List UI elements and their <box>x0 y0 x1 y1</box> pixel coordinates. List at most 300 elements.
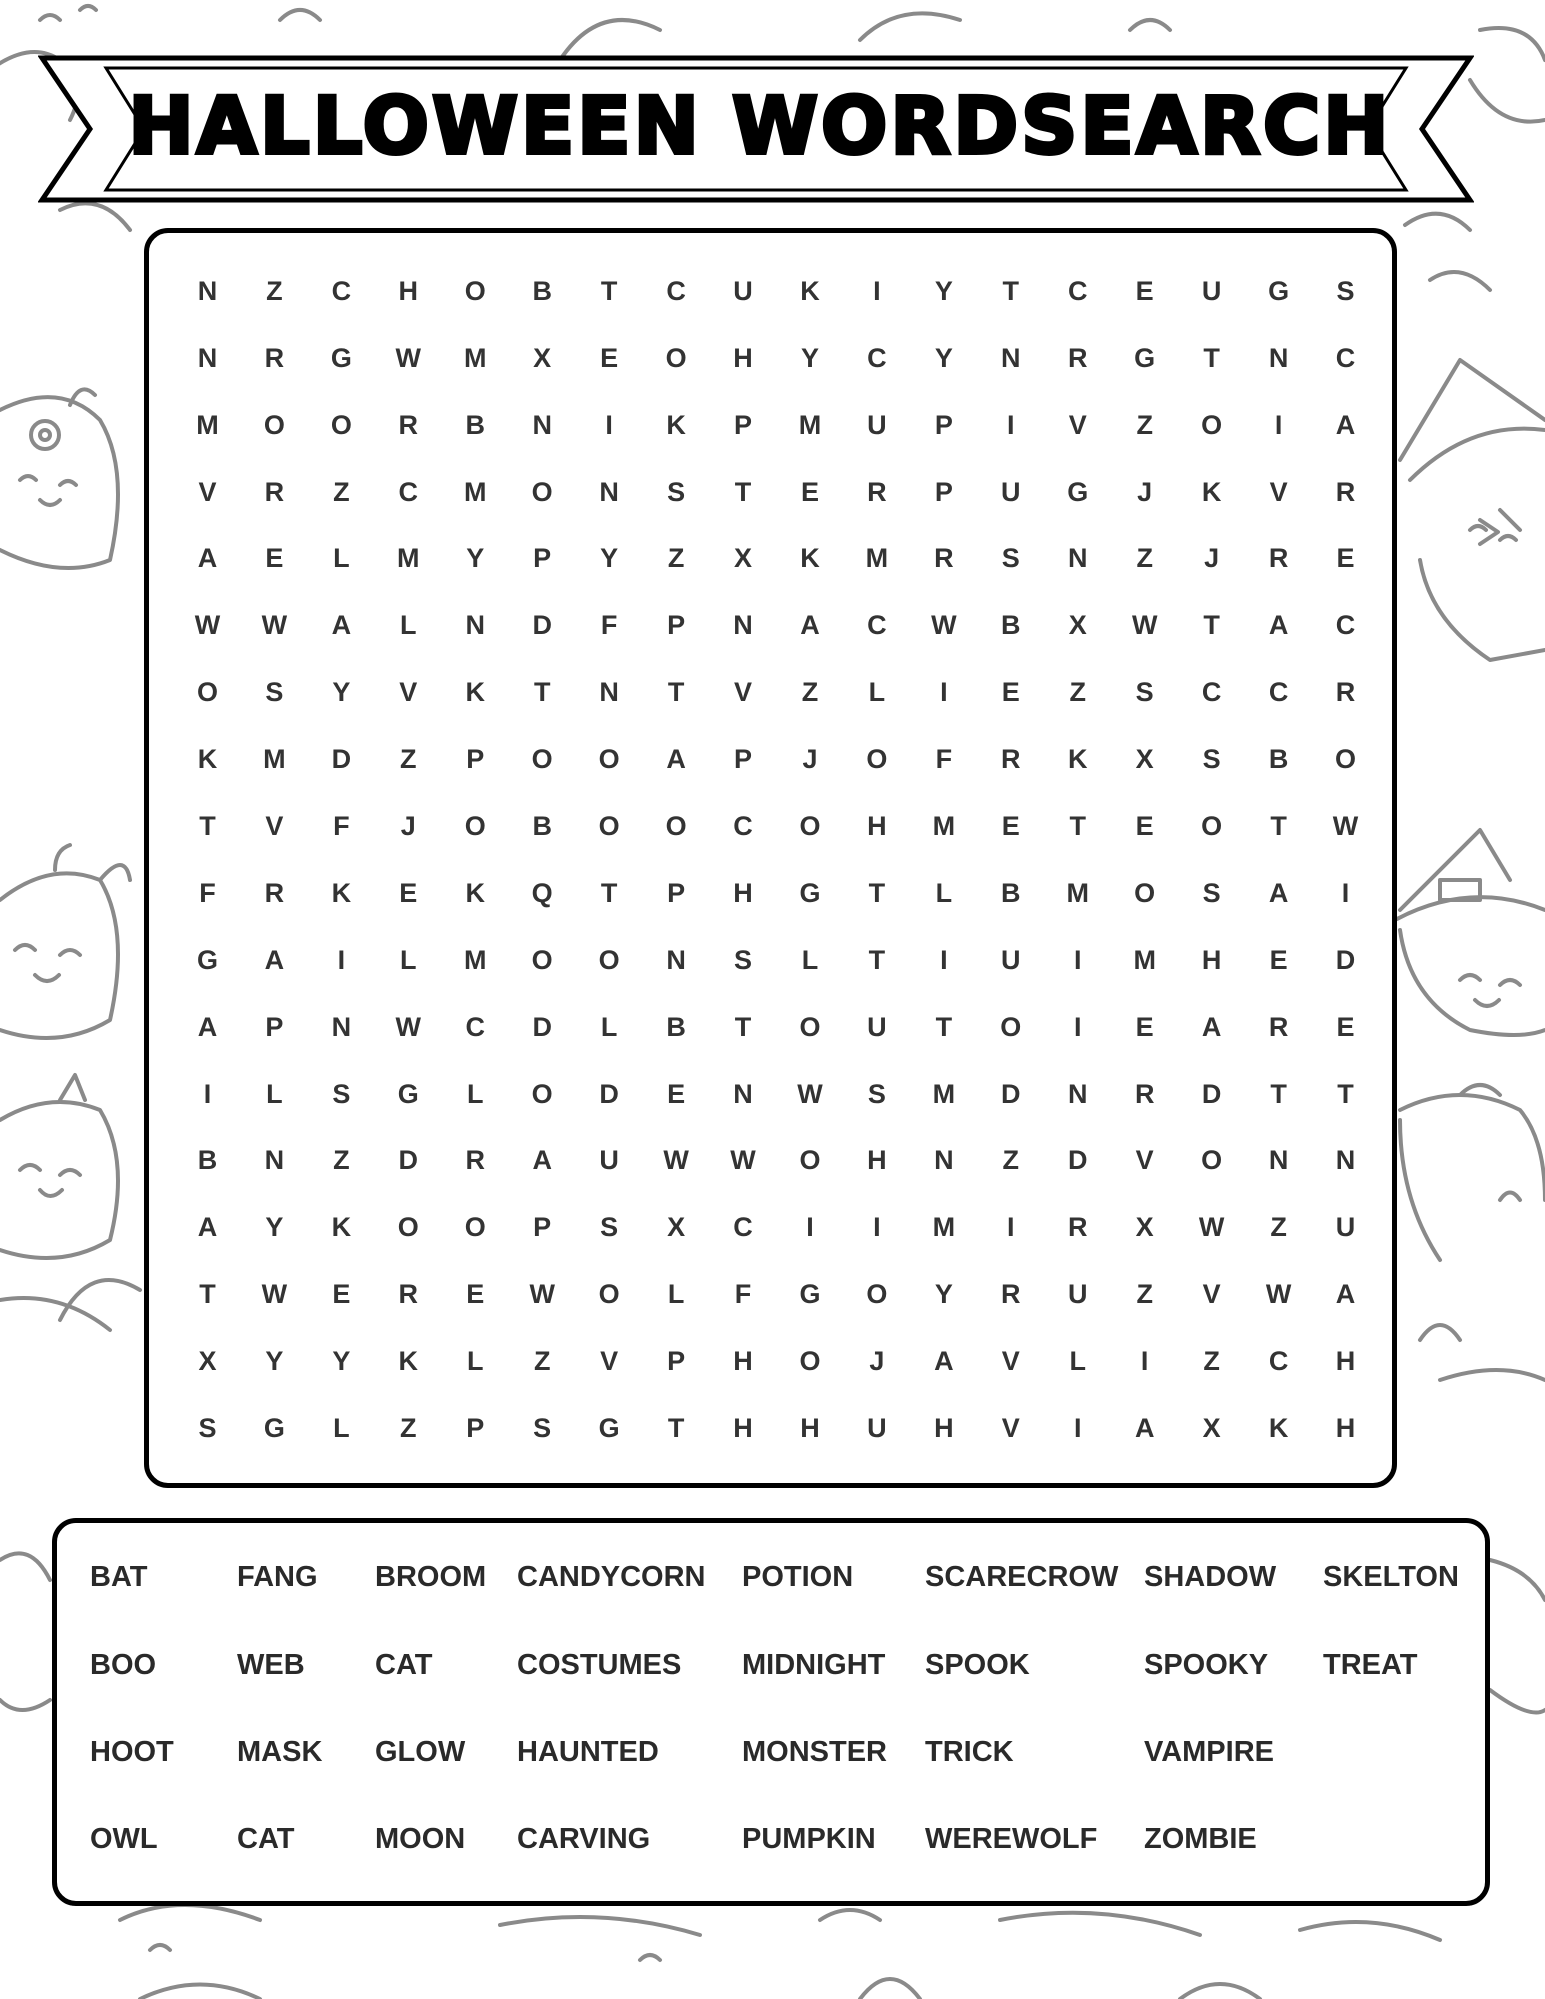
grid-letter[interactable]: B <box>197 1145 218 1176</box>
grid-letter[interactable]: I <box>873 1212 881 1243</box>
grid-letter[interactable]: U <box>1001 944 1021 975</box>
grid-letter[interactable]: J <box>1204 543 1220 574</box>
grid-letter[interactable]: P <box>466 1413 485 1444</box>
grid-letter[interactable]: K <box>465 877 485 908</box>
grid-letter[interactable]: I <box>1073 944 1082 975</box>
grid-letter[interactable]: G <box>330 342 352 373</box>
grid-letter[interactable]: L <box>935 877 953 908</box>
grid-letter[interactable]: L <box>400 610 417 641</box>
grid-letter[interactable]: Z <box>400 744 417 775</box>
grid-letter[interactable]: I <box>337 944 346 975</box>
grid-letter[interactable]: O <box>1000 1011 1022 1042</box>
grid-letter[interactable]: K <box>800 543 820 574</box>
grid-letter[interactable]: I <box>1073 1413 1082 1444</box>
grid-letter[interactable]: J <box>400 811 416 842</box>
grid-letter[interactable]: Z <box>333 1145 350 1176</box>
grid-letter[interactable]: B <box>532 275 552 306</box>
grid-letter[interactable]: T <box>533 677 551 708</box>
grid-letter[interactable]: I <box>940 944 948 975</box>
grid-letter[interactable]: O <box>866 744 888 775</box>
grid-letter[interactable]: T <box>1203 610 1220 641</box>
grid-letter[interactable]: H <box>867 1145 887 1176</box>
grid-letter[interactable]: B <box>666 1011 686 1042</box>
grid-letter[interactable]: B <box>465 409 485 440</box>
grid-letter[interactable]: M <box>196 409 219 440</box>
grid-letter[interactable]: V <box>399 677 418 708</box>
grid-letter[interactable]: I <box>1073 1011 1082 1042</box>
grid-letter[interactable]: M <box>463 342 487 373</box>
grid-letter[interactable]: R <box>264 877 285 908</box>
grid-letter[interactable]: V <box>1269 476 1288 507</box>
grid-letter[interactable]: W <box>663 1145 689 1176</box>
grid-letter[interactable]: W <box>529 1279 555 1310</box>
grid-letter[interactable]: X <box>1202 1413 1221 1444</box>
grid-letter[interactable]: G <box>799 1279 821 1310</box>
grid-letter[interactable]: W <box>931 610 957 641</box>
grid-letter[interactable]: H <box>733 1346 753 1377</box>
grid-letter[interactable]: W <box>194 610 221 641</box>
grid-letter[interactable]: O <box>531 1078 553 1109</box>
grid-letter[interactable]: R <box>934 543 954 574</box>
grid-letter[interactable]: F <box>600 610 618 641</box>
grid-letter[interactable]: O <box>799 1346 821 1377</box>
grid-letter[interactable]: Z <box>333 476 350 507</box>
grid-letter[interactable]: D <box>1201 1078 1222 1109</box>
grid-letter[interactable]: N <box>1268 342 1289 373</box>
grid-letter[interactable]: C <box>867 610 887 641</box>
grid-letter[interactable]: T <box>1203 342 1220 373</box>
grid-letter[interactable]: K <box>197 744 218 775</box>
grid-letter[interactable]: B <box>1001 877 1021 908</box>
grid-letter[interactable]: X <box>667 1212 686 1243</box>
grid-letter[interactable]: Z <box>266 275 283 306</box>
grid-letter[interactable]: V <box>198 476 217 507</box>
grid-letter[interactable]: S <box>198 1413 217 1444</box>
grid-letter[interactable]: X <box>734 543 753 574</box>
grid-letter[interactable]: R <box>1067 1212 1088 1243</box>
grid-letter[interactable]: T <box>1337 1078 1354 1109</box>
grid-letter[interactable]: A <box>264 944 285 975</box>
grid-letter[interactable]: O <box>464 811 486 842</box>
grid-letter[interactable]: H <box>1335 1346 1356 1377</box>
grid-letter[interactable]: M <box>1133 944 1156 975</box>
grid-letter[interactable]: A <box>934 1346 954 1377</box>
grid-letter[interactable]: J <box>1137 476 1153 507</box>
grid-letter[interactable]: Y <box>466 543 485 574</box>
grid-letter[interactable]: Z <box>1136 1279 1153 1310</box>
grid-letter[interactable]: F <box>935 744 953 775</box>
grid-letter[interactable]: U <box>867 409 887 440</box>
grid-letter[interactable]: A <box>1335 409 1356 440</box>
grid-letter[interactable]: S <box>1336 275 1355 306</box>
grid-letter[interactable]: N <box>1067 543 1088 574</box>
grid-letter[interactable]: C <box>867 342 887 373</box>
grid-letter[interactable]: K <box>465 677 485 708</box>
grid-letter[interactable]: I <box>203 1078 212 1109</box>
grid-letter[interactable]: R <box>1001 744 1021 775</box>
grid-letter[interactable]: H <box>1335 1413 1356 1444</box>
grid-letter[interactable]: W <box>395 342 422 373</box>
grid-letter[interactable]: H <box>733 877 753 908</box>
grid-letter[interactable]: M <box>463 944 487 975</box>
grid-letter[interactable]: K <box>666 409 686 440</box>
grid-letter[interactable]: C <box>398 476 419 507</box>
grid-letter[interactable]: A <box>197 543 218 574</box>
grid-letter[interactable]: W <box>1332 811 1359 842</box>
grid-letter[interactable]: W <box>1265 1279 1292 1310</box>
grid-letter[interactable]: H <box>733 342 753 373</box>
grid-letter[interactable]: X <box>1135 744 1154 775</box>
grid-letter[interactable]: P <box>934 476 953 507</box>
grid-letter[interactable]: C <box>666 275 686 306</box>
grid-letter[interactable]: V <box>600 1346 619 1377</box>
grid-letter[interactable]: S <box>667 476 686 507</box>
grid-letter[interactable]: O <box>799 1145 821 1176</box>
grid-letter[interactable]: N <box>532 409 552 440</box>
grid-letter[interactable]: I <box>873 275 881 306</box>
grid-letter[interactable]: N <box>733 1078 753 1109</box>
grid-letter[interactable]: T <box>600 877 618 908</box>
grid-letter[interactable]: N <box>197 275 218 306</box>
grid-letter[interactable]: P <box>934 409 953 440</box>
grid-letter[interactable]: F <box>199 877 216 908</box>
grid-letter[interactable]: A <box>1268 610 1289 641</box>
grid-letter[interactable]: P <box>533 1212 552 1243</box>
grid-letter[interactable]: O <box>263 409 285 440</box>
grid-letter[interactable]: T <box>199 1279 216 1310</box>
grid-letter[interactable]: Y <box>934 342 953 373</box>
grid-letter[interactable]: D <box>1001 1078 1021 1109</box>
grid-letter[interactable]: Y <box>934 275 953 306</box>
grid-letter[interactable]: E <box>1135 811 1154 842</box>
grid-letter[interactable]: U <box>1001 476 1021 507</box>
grid-letter[interactable]: O <box>464 275 486 306</box>
grid-letter[interactable]: W <box>395 1011 422 1042</box>
grid-letter[interactable]: R <box>1335 677 1356 708</box>
grid-letter[interactable]: K <box>1201 476 1222 507</box>
grid-letter[interactable]: X <box>198 1346 217 1377</box>
grid-letter[interactable]: A <box>1134 1413 1155 1444</box>
grid-letter[interactable]: F <box>333 811 350 842</box>
grid-letter[interactable]: A <box>1201 1011 1222 1042</box>
grid-letter[interactable]: Z <box>1270 1212 1287 1243</box>
grid-letter[interactable]: P <box>667 877 686 908</box>
grid-letter[interactable]: M <box>1066 877 1089 908</box>
grid-letter[interactable]: O <box>665 342 687 373</box>
grid-letter[interactable]: Z <box>1136 409 1153 440</box>
grid-letter[interactable]: O <box>464 1212 486 1243</box>
grid-letter[interactable]: Y <box>934 1279 953 1310</box>
grid-letter[interactable]: U <box>599 1145 619 1176</box>
grid-letter[interactable]: E <box>1135 1011 1154 1042</box>
grid-letter[interactable]: P <box>734 409 753 440</box>
grid-letter[interactable]: V <box>1001 1413 1020 1444</box>
grid-letter[interactable]: V <box>265 811 284 842</box>
grid-letter[interactable]: I <box>1274 409 1283 440</box>
grid-letter[interactable]: S <box>533 1413 552 1444</box>
grid-letter[interactable]: U <box>1201 275 1222 306</box>
grid-letter[interactable]: E <box>399 877 418 908</box>
grid-letter[interactable]: S <box>1001 543 1020 574</box>
grid-letter[interactable]: G <box>263 1413 285 1444</box>
grid-letter[interactable]: E <box>800 476 819 507</box>
grid-letter[interactable]: R <box>264 476 285 507</box>
grid-letter[interactable]: R <box>398 1279 419 1310</box>
grid-letter[interactable]: L <box>333 1413 350 1444</box>
grid-letter[interactable]: Z <box>1002 1145 1020 1176</box>
grid-letter[interactable]: D <box>1335 944 1356 975</box>
grid-letter[interactable]: K <box>398 1346 419 1377</box>
grid-letter[interactable]: O <box>598 944 620 975</box>
grid-letter[interactable]: K <box>331 1212 352 1243</box>
grid-letter[interactable]: Z <box>1069 677 1086 708</box>
grid-letter[interactable]: V <box>1068 409 1087 440</box>
grid-letter[interactable]: Z <box>801 677 819 708</box>
grid-letter[interactable]: L <box>667 1279 685 1310</box>
grid-letter[interactable]: U <box>733 275 753 306</box>
grid-letter[interactable]: I <box>806 1212 814 1243</box>
grid-letter[interactable]: W <box>261 1279 288 1310</box>
grid-letter[interactable]: R <box>465 1145 485 1176</box>
grid-letter[interactable]: X <box>1135 1212 1154 1243</box>
grid-letter[interactable]: C <box>733 811 753 842</box>
grid-letter[interactable]: O <box>196 677 218 708</box>
grid-letter[interactable]: W <box>1198 1212 1225 1243</box>
grid-letter[interactable]: G <box>598 1413 620 1444</box>
grid-letter[interactable]: O <box>598 811 620 842</box>
grid-letter[interactable]: I <box>1007 1212 1015 1243</box>
grid-letter[interactable]: O <box>1201 409 1223 440</box>
grid-letter[interactable]: O <box>1201 811 1223 842</box>
grid-letter[interactable]: E <box>1001 677 1020 708</box>
grid-letter[interactable]: O <box>1335 744 1357 775</box>
grid-letter[interactable]: O <box>330 409 352 440</box>
grid-letter[interactable]: E <box>1001 811 1020 842</box>
grid-letter[interactable]: I <box>1140 1346 1149 1377</box>
grid-letter[interactable]: C <box>1201 677 1222 708</box>
grid-letter[interactable]: I <box>605 409 613 440</box>
grid-letter[interactable]: I <box>1007 409 1015 440</box>
grid-letter[interactable]: R <box>1268 1011 1289 1042</box>
grid-letter[interactable]: F <box>734 1279 752 1310</box>
grid-letter[interactable]: M <box>463 476 487 507</box>
grid-letter[interactable]: G <box>196 944 218 975</box>
grid-letter[interactable]: C <box>465 1011 485 1042</box>
grid-letter[interactable]: R <box>1335 476 1356 507</box>
grid-letter[interactable]: D <box>532 610 552 641</box>
grid-letter[interactable]: T <box>1069 811 1086 842</box>
grid-letter[interactable]: Z <box>400 1413 417 1444</box>
grid-letter[interactable]: V <box>734 677 753 708</box>
grid-letter[interactable]: A <box>1268 877 1289 908</box>
grid-letter[interactable]: A <box>666 744 686 775</box>
grid-letter[interactable]: P <box>533 543 552 574</box>
grid-letter[interactable]: C <box>733 1212 753 1243</box>
grid-letter[interactable]: M <box>397 543 420 574</box>
grid-letter[interactable]: U <box>1067 1279 1088 1310</box>
grid-letter[interactable]: R <box>1067 342 1088 373</box>
grid-letter[interactable]: P <box>734 744 753 775</box>
grid-letter[interactable]: Y <box>800 342 819 373</box>
grid-letter[interactable]: N <box>934 1145 954 1176</box>
grid-letter[interactable]: K <box>331 877 352 908</box>
grid-letter[interactable]: N <box>1067 1078 1088 1109</box>
grid-letter[interactable]: B <box>532 811 552 842</box>
grid-letter[interactable]: X <box>1068 610 1087 641</box>
grid-letter[interactable]: W <box>730 1145 756 1176</box>
grid-letter[interactable]: U <box>1335 1212 1356 1243</box>
grid-letter[interactable]: M <box>932 1212 956 1243</box>
grid-letter[interactable]: R <box>398 409 419 440</box>
grid-letter[interactable]: O <box>799 811 821 842</box>
grid-letter[interactable]: E <box>1336 1011 1355 1042</box>
grid-letter[interactable]: T <box>1270 1078 1287 1109</box>
grid-letter[interactable]: O <box>598 1279 620 1310</box>
grid-letter[interactable]: S <box>734 944 753 975</box>
grid-letter[interactable]: R <box>264 342 285 373</box>
grid-letter[interactable]: C <box>1268 1346 1289 1377</box>
grid-letter[interactable]: C <box>1335 610 1356 641</box>
grid-letter[interactable]: N <box>1335 1145 1356 1176</box>
grid-letter[interactable]: S <box>1135 677 1154 708</box>
grid-letter[interactable]: N <box>666 944 686 975</box>
grid-letter[interactable]: R <box>1001 1279 1021 1310</box>
grid-letter[interactable]: P <box>265 1011 284 1042</box>
grid-letter[interactable]: Y <box>600 543 619 574</box>
grid-letter[interactable]: O <box>799 1011 821 1042</box>
grid-letter[interactable]: P <box>667 610 686 641</box>
grid-letter[interactable]: Y <box>265 1212 284 1243</box>
grid-letter[interactable]: C <box>1268 677 1289 708</box>
grid-letter[interactable]: K <box>1268 1413 1289 1444</box>
grid-letter[interactable]: N <box>1001 342 1021 373</box>
grid-letter[interactable]: J <box>869 1346 885 1377</box>
grid-letter[interactable]: O <box>397 1212 419 1243</box>
grid-letter[interactable]: T <box>199 811 216 842</box>
grid-letter[interactable]: N <box>599 476 619 507</box>
grid-letter[interactable]: G <box>799 877 821 908</box>
grid-letter[interactable]: C <box>331 275 352 306</box>
grid-letter[interactable]: L <box>868 677 886 708</box>
grid-letter[interactable]: L <box>333 543 350 574</box>
grid-letter[interactable]: G <box>1067 476 1089 507</box>
grid-letter[interactable]: E <box>1336 543 1355 574</box>
grid-letter[interactable]: D <box>398 1145 419 1176</box>
grid-letter[interactable]: N <box>1268 1145 1289 1176</box>
grid-letter[interactable]: O <box>1201 1145 1223 1176</box>
grid-letter[interactable]: W <box>1131 610 1158 641</box>
grid-letter[interactable]: L <box>400 944 417 975</box>
grid-letter[interactable]: L <box>1069 1346 1086 1377</box>
grid-letter[interactable]: Z <box>533 1346 551 1377</box>
grid-letter[interactable]: M <box>798 409 822 440</box>
grid-letter[interactable]: T <box>734 1011 752 1042</box>
grid-letter[interactable]: O <box>531 744 553 775</box>
grid-letter[interactable]: V <box>1001 1346 1020 1377</box>
grid-letter[interactable]: N <box>733 610 753 641</box>
grid-letter[interactable]: T <box>935 1011 953 1042</box>
grid-letter[interactable]: H <box>800 1413 820 1444</box>
grid-letter[interactable]: D <box>532 1011 552 1042</box>
grid-letter[interactable]: S <box>867 1078 886 1109</box>
grid-letter[interactable]: E <box>1269 944 1288 975</box>
grid-letter[interactable]: M <box>932 1078 956 1109</box>
grid-letter[interactable]: N <box>599 677 619 708</box>
grid-letter[interactable]: D <box>331 744 352 775</box>
grid-letter[interactable]: O <box>531 944 553 975</box>
grid-letter[interactable]: B <box>1001 610 1021 641</box>
grid-letter[interactable]: W <box>261 610 288 641</box>
grid-letter[interactable]: Z <box>667 543 685 574</box>
grid-letter[interactable]: R <box>867 476 887 507</box>
grid-letter[interactable]: Y <box>265 1346 284 1377</box>
grid-letter[interactable]: N <box>264 1145 285 1176</box>
grid-letter[interactable]: N <box>465 610 485 641</box>
grid-letter[interactable]: L <box>801 944 819 975</box>
grid-letter[interactable]: L <box>600 1011 618 1042</box>
grid-letter[interactable]: O <box>598 744 620 775</box>
grid-letter[interactable]: A <box>800 610 820 641</box>
grid-letter[interactable]: T <box>734 476 752 507</box>
grid-letter[interactable]: E <box>332 1279 351 1310</box>
grid-letter[interactable]: Y <box>332 677 351 708</box>
grid-letter[interactable]: O <box>1134 877 1156 908</box>
grid-letter[interactable]: H <box>398 275 419 306</box>
grid-letter[interactable]: A <box>197 1212 218 1243</box>
grid-letter[interactable]: O <box>866 1279 888 1310</box>
grid-letter[interactable]: U <box>867 1413 887 1444</box>
grid-letter[interactable]: X <box>533 342 552 373</box>
grid-letter[interactable]: Z <box>1203 1346 1220 1377</box>
grid-letter[interactable]: T <box>1270 811 1287 842</box>
grid-letter[interactable]: J <box>802 744 818 775</box>
grid-letter[interactable]: V <box>1135 1145 1154 1176</box>
grid-letter[interactable]: T <box>1002 275 1020 306</box>
grid-letter[interactable]: A <box>197 1011 218 1042</box>
grid-letter[interactable]: I <box>940 677 948 708</box>
grid-letter[interactable]: Z <box>1136 543 1153 574</box>
grid-letter[interactable]: B <box>1268 744 1289 775</box>
grid-letter[interactable]: K <box>800 275 820 306</box>
grid-letter[interactable]: H <box>934 1413 954 1444</box>
grid-letter[interactable]: N <box>331 1011 352 1042</box>
grid-letter[interactable]: S <box>332 1078 351 1109</box>
grid-letter[interactable]: G <box>1134 342 1156 373</box>
grid-letter[interactable]: P <box>667 1346 686 1377</box>
grid-letter[interactable]: Q <box>531 877 553 908</box>
grid-letter[interactable]: G <box>397 1078 419 1109</box>
grid-letter[interactable]: R <box>1268 543 1289 574</box>
grid-letter[interactable]: A <box>1335 1279 1356 1310</box>
grid-letter[interactable]: E <box>667 1078 686 1109</box>
grid-letter[interactable]: H <box>867 811 887 842</box>
grid-letter[interactable]: T <box>667 677 685 708</box>
grid-letter[interactable]: A <box>532 1145 552 1176</box>
grid-letter[interactable]: I <box>1341 877 1350 908</box>
grid-letter[interactable]: R <box>1134 1078 1155 1109</box>
grid-letter[interactable]: H <box>1201 944 1222 975</box>
grid-letter[interactable]: L <box>266 1078 283 1109</box>
grid-letter[interactable]: K <box>1067 744 1088 775</box>
grid-letter[interactable]: E <box>466 1279 485 1310</box>
grid-letter[interactable]: V <box>1202 1279 1221 1310</box>
grid-letter[interactable]: E <box>600 342 619 373</box>
grid-letter[interactable]: S <box>265 677 284 708</box>
grid-letter[interactable]: T <box>600 275 618 306</box>
grid-letter[interactable]: L <box>466 1078 484 1109</box>
grid-letter[interactable]: E <box>1135 275 1154 306</box>
grid-letter[interactable]: T <box>667 1413 685 1444</box>
